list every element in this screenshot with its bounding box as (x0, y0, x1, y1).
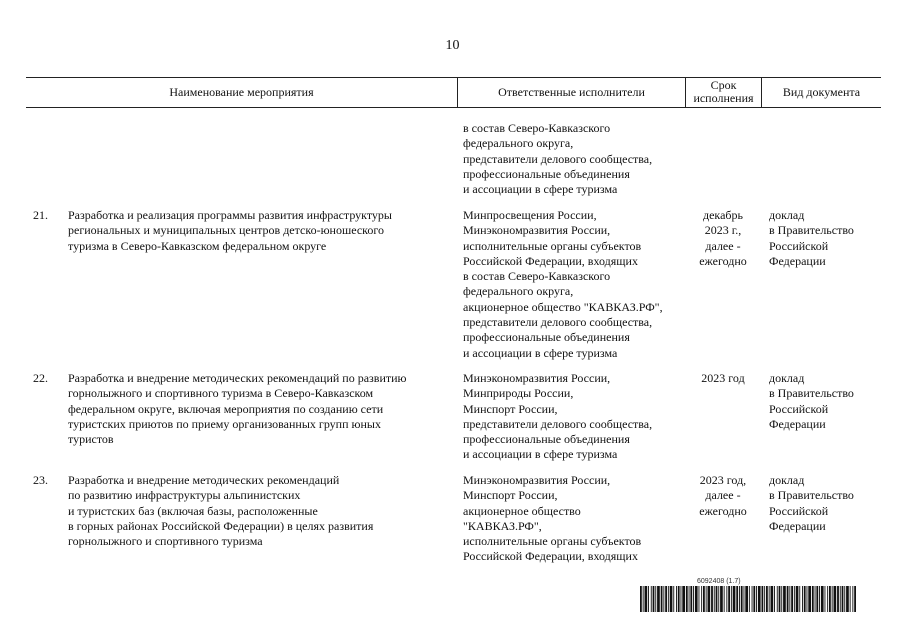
column-header-doc-type: Вид документа (782, 84, 861, 99)
barcode-bar (789, 586, 790, 612)
barcode-bar (706, 586, 707, 612)
barcode-bar (645, 586, 648, 612)
barcode-bar (661, 586, 663, 612)
barcode-bar (815, 586, 816, 612)
barcode-bar (741, 586, 743, 612)
barcode-bar (695, 586, 698, 612)
responsible-executors: Минэкономразвития России, Минспорт России, акционерное общество "КАВКАЗ.РФ", исполнительные органы субъектов Российской Федерации, входящих (463, 473, 642, 564)
execution-term: 2023 год, далее - ежегодно (699, 473, 747, 518)
barcode-bar (777, 586, 778, 612)
table-header-rule (26, 107, 881, 108)
barcode-bar (663, 586, 664, 612)
document-type: доклад в Правительство Российской Федерации (769, 473, 854, 533)
barcode-bar (842, 586, 844, 612)
barcode-label: 6092408 (1.7) (697, 578, 741, 585)
barcode-bar (781, 586, 782, 612)
barcode-bar (783, 586, 786, 612)
barcode-bar (724, 586, 725, 612)
page-number: 10 (445, 38, 460, 53)
barcode-bar (758, 586, 761, 612)
barcode-bar (816, 586, 818, 612)
barcode-bar (774, 586, 775, 612)
column-header-executors: Ответственные исполнители (498, 84, 645, 99)
barcode-bar (796, 586, 799, 612)
barcode-bar (744, 586, 745, 612)
barcode-bar (791, 586, 793, 612)
barcode-bar (752, 586, 753, 612)
row-number: 22. (33, 371, 48, 385)
barcode-bar (739, 586, 740, 612)
barcode-bar (837, 586, 839, 612)
barcode-bar (829, 586, 831, 612)
barcode-bar (771, 586, 774, 612)
barcode-bar (711, 586, 713, 612)
barcode-image (640, 586, 858, 612)
barcode-bar (756, 586, 757, 612)
barcode-bar (699, 586, 700, 612)
barcode-bar (819, 586, 820, 612)
continued-executors: в состав Северо-Кавказского федерального округа, представители делового сообщества, профессиональные объединения и ассоциации в сфере туризма (463, 121, 653, 197)
barcode-bar (651, 586, 652, 612)
barcode-bar (681, 586, 682, 612)
measure-title: Разработка и внедрение методических рекомендаций по развитию горнолыжного и спортивного туризма в Северо-Кавказском федеральном округе, включая мероприятия по созданию сети туристских приютов по приему организованных групп юных туристов (68, 371, 407, 447)
barcode-bar (854, 586, 856, 612)
execution-term: декабрь 2023 г., далее - ежегодно (699, 208, 747, 268)
barcode-bar (787, 586, 789, 612)
barcode-bar (720, 586, 723, 612)
barcode-bar (716, 586, 718, 612)
column-header-name: Наименование мероприятия (169, 84, 314, 99)
barcode-bar (807, 586, 808, 612)
barcode-bar (731, 586, 732, 612)
barcode-bar (764, 586, 765, 612)
barcode-bar (749, 586, 750, 612)
barcode-bar (812, 586, 814, 612)
responsible-executors: Минэкономразвития России, Минприроды России, Минспорт России, представители делового сообщества, профессиональные объединения и ассоциации в сфере туризма (463, 371, 653, 462)
barcode-bar (718, 586, 719, 612)
column-header-term: Срок исполнения (693, 78, 754, 105)
barcode-bar (701, 586, 702, 612)
barcode-bar (708, 586, 711, 612)
barcode-bar (668, 586, 669, 612)
row-number: 21. (33, 208, 48, 222)
barcode-bar (686, 586, 688, 612)
barcode-bar (643, 586, 644, 612)
barcode-bar (827, 586, 828, 612)
barcode-bar (762, 586, 764, 612)
barcode-bar (689, 586, 690, 612)
barcode-bar (779, 586, 781, 612)
measure-title: Разработка и реализация программы развития инфраструктуры региональных и муниципальных центров детско-юношеского туризма в Северо-Кавказском федеральном округе (68, 208, 392, 253)
barcode-bar (808, 586, 811, 612)
barcode-bar (673, 586, 674, 612)
barcode-bar (703, 586, 705, 612)
barcode-bar (802, 586, 803, 612)
barcode-bar (832, 586, 833, 612)
barcode-bar (678, 586, 680, 612)
barcode-bar (799, 586, 800, 612)
barcode-bar (733, 586, 736, 612)
barcode-bar (766, 586, 768, 612)
document-type: доклад в Правительство Российской Федерации (769, 208, 854, 268)
barcode-bar (653, 586, 655, 612)
barcode-bar (825, 586, 826, 612)
barcode-bar (728, 586, 730, 612)
barcode-bar (753, 586, 755, 612)
barcode-bar (655, 586, 656, 612)
row-number: 23. (33, 473, 48, 487)
barcode-bar (726, 586, 727, 612)
barcode-bar (670, 586, 673, 612)
barcode-bar (665, 586, 667, 612)
barcode-bar (834, 586, 837, 612)
barcode-bar (690, 586, 692, 612)
barcode-bar (736, 586, 738, 612)
barcode-bar (844, 586, 845, 612)
barcode-bar (850, 586, 851, 612)
barcode-bar (745, 586, 748, 612)
barcode-bar (657, 586, 660, 612)
barcode-bar (794, 586, 795, 612)
document-type: доклад в Правительство Российской Федерации (769, 371, 854, 431)
barcode-bar (821, 586, 824, 612)
barcode-bar (682, 586, 685, 612)
execution-term: 2023 год (701, 371, 745, 385)
barcode-bar (676, 586, 677, 612)
barcode-bar (846, 586, 849, 612)
barcode-bar (648, 586, 649, 612)
barcode-bar (840, 586, 841, 612)
responsible-executors: Минпросвещения России, Минэкономразвития России, исполнительные органы субъектов Российской Федерации, входящих в состав Северо-Кавказского федерального округа, акционерное общество "КАВКАЗ.РФ", представители делового сообщества, профессиональные объединения и ассоциации в сфере туризма (463, 208, 663, 360)
barcode-bar (769, 586, 770, 612)
measure-title: Разработка и внедрение методических рекомендаций по развитию инфраструктуры альпинистских и туристских баз (включая базы, расположенные в горных районах Российской Федерации) в целях развития горнолыжного и спортивного туризма (68, 473, 374, 549)
barcode-bar (693, 586, 694, 612)
barcode-bar (852, 586, 853, 612)
barcode-bar (640, 586, 642, 612)
barcode-bar (714, 586, 715, 612)
barcode-bar (804, 586, 806, 612)
